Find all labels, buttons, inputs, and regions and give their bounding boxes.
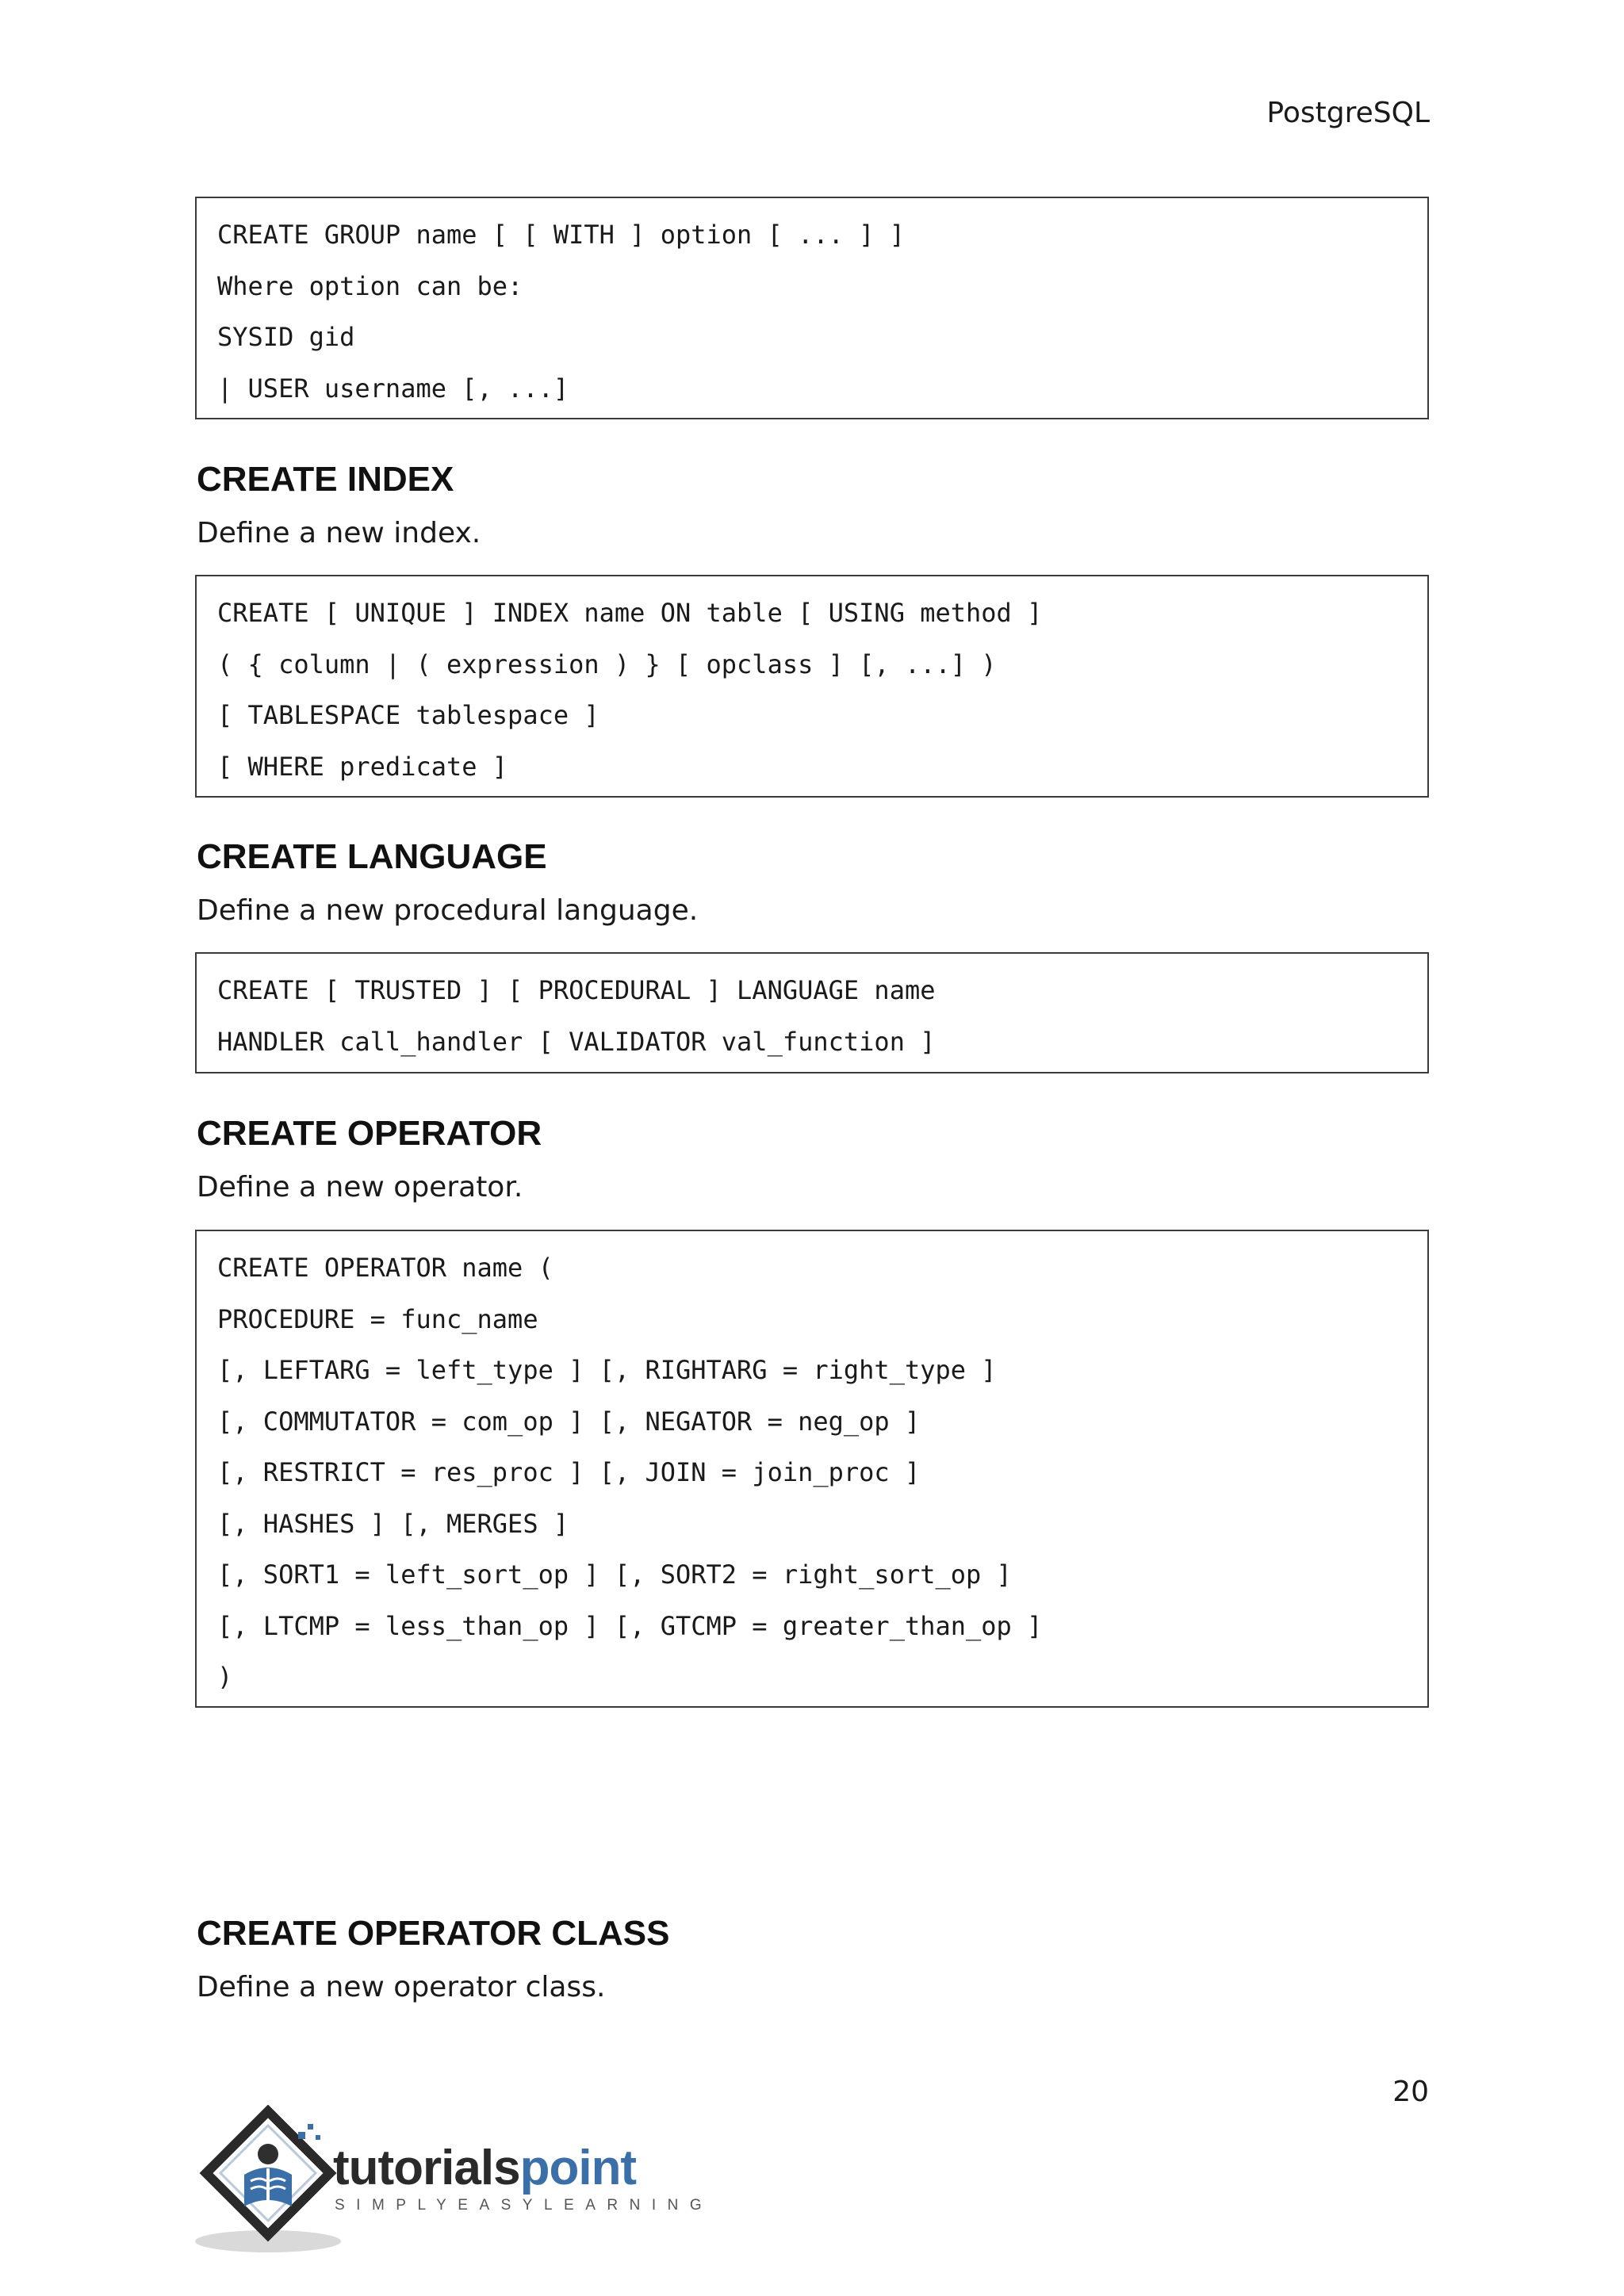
section-desc-create-index: Define a new index.: [197, 517, 481, 549]
section-desc-create-language: Define a new procedural language.: [197, 894, 699, 927]
code-line: [, SORT1 = left_sort_op ] [, SORT2 = right_sort_op ]: [217, 1559, 1012, 1590]
code-line: Where option can be:: [217, 270, 523, 301]
code-line: ( { column | ( expression ) } [ opclass ] [, ...] ): [217, 649, 997, 679]
section-desc-create-operator: Define a new operator.: [197, 1171, 523, 1203]
code-block-create-language: [195, 952, 1429, 1073]
logo-tagline: SIMPLYEASYLEARNING: [335, 2197, 714, 2214]
section-title-create-language: CREATE LANGUAGE: [197, 837, 547, 876]
code-line: HANDLER call_handler [ VALIDATOR val_function ]: [217, 1026, 936, 1057]
code-line: CREATE [ UNIQUE ] INDEX name ON table [ USING method ]: [217, 598, 1043, 628]
code-line: | USER username [, ...]: [217, 373, 569, 404]
code-line: CREATE [ TRUSTED ] [ PROCEDURAL ] LANGUAGE name: [217, 975, 936, 1005]
code-line: CREATE GROUP name [ [ WITH ] option [ ... ] ]: [217, 220, 905, 250]
code-line: [, LTCMP = less_than_op ] [, GTCMP = greater_than_op ]: [217, 1610, 1043, 1641]
code-line: [ TABLESPACE tablespace ]: [217, 700, 599, 730]
section-title-create-index: CREATE INDEX: [197, 460, 454, 499]
code-block-create-operator: [195, 1230, 1429, 1708]
code-line: [ WHERE predicate ]: [217, 751, 508, 782]
code-line: CREATE OPERATOR name (: [217, 1253, 553, 1283]
code-line: PROCEDURE = func_name: [217, 1303, 538, 1334]
code-line: [, HASHES ] [, MERGES ]: [217, 1508, 569, 1539]
tutorialspoint-logo: [195, 2105, 714, 2256]
code-block-create-group: [195, 197, 1429, 419]
logo-wordmark: [333, 2140, 636, 2196]
code-line: [, COMMUTATOR = com_op ] [, NEGATOR = neg_op ]: [217, 1406, 921, 1437]
logo-word-tutorials: tutorials: [333, 2141, 520, 2195]
code-line: [, RESTRICT = res_proc ] [, JOIN = join_proc ]: [217, 1457, 921, 1487]
code-line: ): [217, 1662, 233, 1692]
logo-word-point: point: [519, 2141, 637, 2195]
section-title-create-operator: CREATE OPERATOR: [197, 1114, 542, 1153]
header-title: PostgreSQL: [1266, 97, 1430, 129]
code-line: [, LEFTARG = left_type ] [, RIGHTARG = right_type ]: [217, 1355, 997, 1385]
code-block-create-index: [195, 575, 1429, 798]
page-number: 20: [1392, 2076, 1429, 2108]
code-line: SYSID gid: [217, 322, 355, 352]
logo-emblem-icon: [195, 2105, 354, 2256]
section-title-create-operator-class: CREATE OPERATOR CLASS: [197, 1914, 670, 1953]
section-desc-create-operator-class: Define a new operator class.: [197, 1971, 606, 2003]
